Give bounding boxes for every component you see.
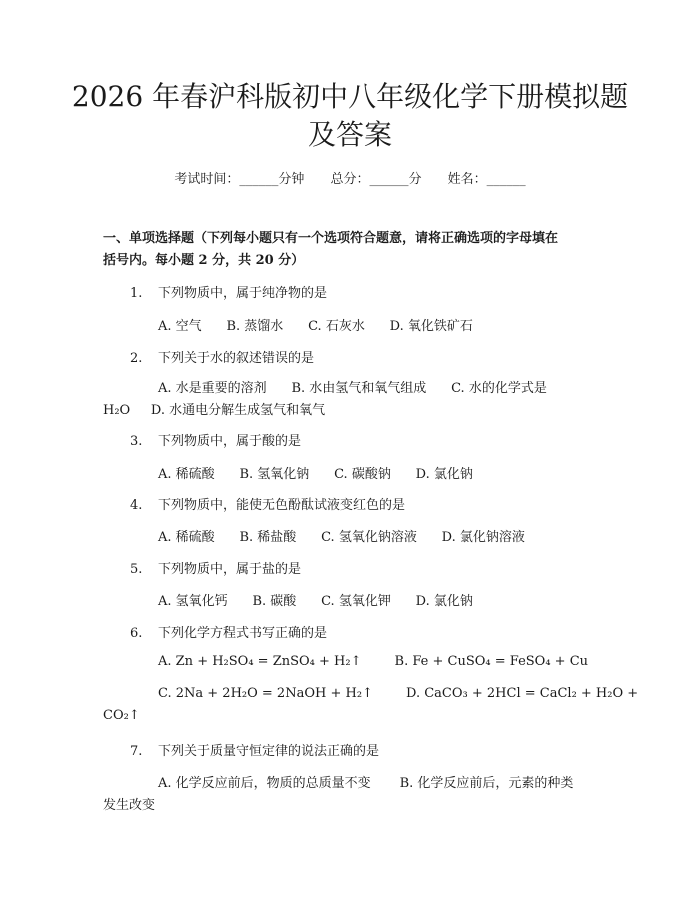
- option-b: B. Fe + CuSO₄ = FeSO₄ + Cu: [394, 654, 589, 669]
- option-c: C. 2Na + 2H₂O = 2NaOH + H₂↑: [158, 686, 373, 701]
- option-b: B. 水由氢气和氧气组成: [291, 381, 427, 396]
- option-d-continuation: CO₂↑: [103, 708, 140, 723]
- option-a: A. 水是重要的溶剂: [158, 381, 267, 396]
- page-title-line1: 2026 年春沪科版初中八年级化学下册模拟题: [71, 80, 629, 113]
- option-a: A. Zn + H₂SO₄ = ZnSO₄ + H₂↑: [158, 654, 362, 669]
- question-text: 下列关于质量守恒定律的说法正确的是: [158, 744, 380, 759]
- question-number: 1.: [130, 286, 143, 301]
- question-text: 下列物质中，属于盐的是: [158, 562, 302, 577]
- question-7-options: [158, 772, 573, 791]
- option-c: C. 石灰水: [308, 319, 365, 334]
- exam-meta: [0, 168, 700, 187]
- question-4-options: [158, 526, 525, 545]
- option-a: A. 化学反应前后，物质的总质量不变: [158, 776, 371, 791]
- page-title-line2: 及答案: [307, 118, 392, 151]
- option-d: D. CaCO₃ + 2HCl = CaCl₂ + H₂O +: [406, 686, 639, 701]
- option-d: D. 氯化钠: [415, 467, 473, 482]
- option-a: A. 稀硫酸: [158, 467, 215, 482]
- option-a: A. 空气: [158, 319, 202, 334]
- question-6: [130, 622, 327, 641]
- question-1: [130, 282, 327, 301]
- section-heading-line2: 括号内。每小题 2 分，共 20 分）: [103, 253, 305, 268]
- option-c: C. 氢氧化钠溶液: [321, 530, 417, 545]
- question-5: [130, 558, 301, 577]
- question-number: 6.: [130, 626, 143, 641]
- question-number: 2.: [130, 351, 143, 366]
- question-5-options: [158, 590, 473, 609]
- total-score-field: 总分：______分: [330, 172, 422, 187]
- option-d: D. 水通电分解生成氢气和氧气: [150, 403, 326, 418]
- option-c: C. 氢氧化钾: [321, 594, 391, 609]
- question-7-options-cont: [103, 794, 155, 813]
- option-d: D. 氧化铁矿石: [389, 319, 473, 334]
- option-b: B. 化学反应前后，元素的种类: [399, 776, 574, 791]
- student-name-field: 姓名：______: [447, 172, 526, 187]
- option-b: B. 稀盐酸: [239, 530, 297, 545]
- question-2-options: [158, 377, 547, 396]
- question-number: 3.: [130, 434, 143, 449]
- exam-time-field: 考试时间：______分钟: [174, 172, 305, 187]
- question-number: 7.: [130, 744, 143, 759]
- option-a: A. 氢氧化钙: [158, 594, 228, 609]
- option-d: D. 氯化钠: [415, 594, 473, 609]
- question-3: [130, 430, 301, 449]
- question-number: 4.: [130, 498, 143, 513]
- question-6-options-row2: [158, 686, 638, 701]
- option-b: B. 碳酸: [252, 594, 297, 609]
- question-1-options: [158, 315, 473, 334]
- question-6-options-row1: [158, 654, 588, 669]
- question-text: 下列物质中，能使无色酚酞试液变红色的是: [158, 498, 406, 513]
- question-6-options-cont: [103, 708, 140, 723]
- question-4: [130, 494, 405, 513]
- question-text: 下列物质中，属于酸的是: [158, 434, 302, 449]
- option-d: D. 氯化钠溶液: [441, 530, 525, 545]
- option-b: B. 蒸馏水: [226, 319, 284, 334]
- question-2-options-cont: [103, 399, 325, 418]
- option-b: B. 氢氧化钠: [239, 467, 310, 482]
- option-a: A. 稀硫酸: [158, 530, 215, 545]
- question-text: 下列物质中，属于纯净物的是: [158, 286, 328, 301]
- question-text: 下列化学方程式书写正确的是: [158, 626, 328, 641]
- option-b-continuation: 发生改变: [103, 798, 156, 813]
- question-number: 5.: [130, 562, 143, 577]
- question-3-options: [158, 463, 473, 482]
- section-heading-line1: 一、单项选择题（下列每小题只有一个选项符合题意，请将正确选项的字母填在: [103, 231, 559, 246]
- question-7: [130, 740, 379, 759]
- question-text: 下列关于水的叙述错误的是: [158, 351, 315, 366]
- option-c: C. 水的化学式是: [451, 381, 547, 396]
- option-c: C. 碳酸钠: [334, 467, 391, 482]
- question-2: [130, 347, 314, 366]
- option-c-continuation: H₂O: [103, 403, 131, 418]
